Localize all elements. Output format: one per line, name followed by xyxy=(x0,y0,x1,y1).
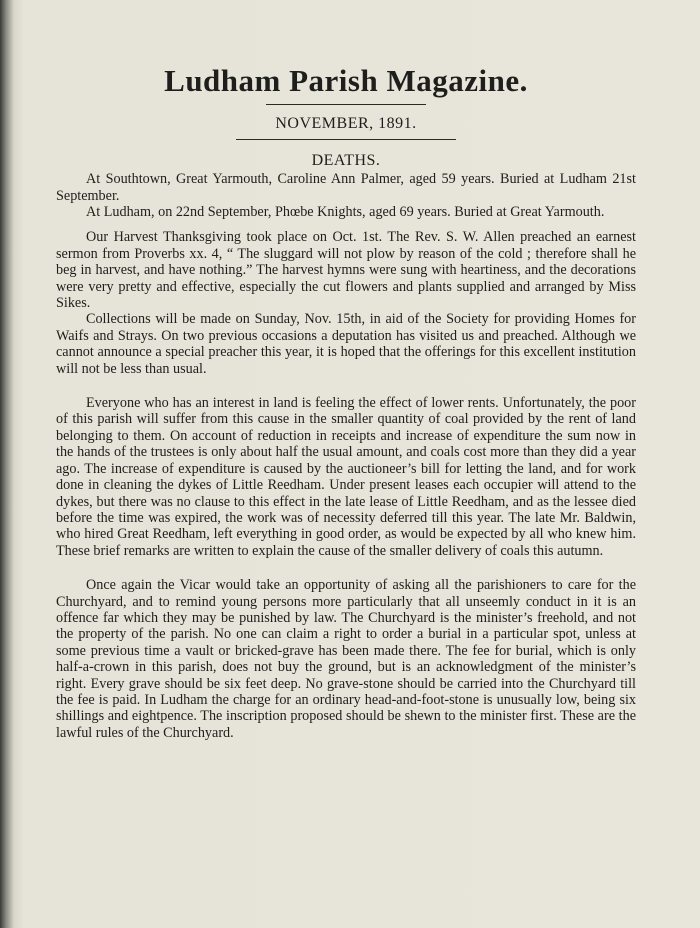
masthead-rule xyxy=(266,104,426,105)
paragraph-churchyard: Once again the Vicar would take an opportunity of asking all the parishioners to care for the Churchyard, and to remind young persons more particularly that all unseemly conduct in it is an offence far which they may be punished by law. The Churchyard is the minister’s freehold, and not the property of the parish. No one can claim a right to order a burial in a particular spot, unless at some previous time a vault or bricked-grave has been made there. The fee for burial, which is only half-a-crown in this parish, does not buy the ground, but is an acknowledgment of the minister’s right. Every grave should be six feet deep. No grave-stone should be carried into the Churchyard till the fee is paid. In Ludham the charge for an ordinary head-and-foot-stone is unusually low, being six shillings and eightpence. The inscription proposed should be shewn to the minister first. These are the lawful rules of the Churchyard. xyxy=(56,577,636,741)
death-entry-1: At Southtown, Great Yarmouth, Caroline Ann Palmer, aged 59 years. Buried at Ludham 21st September. xyxy=(56,171,636,204)
paragraph-land-rents: Everyone who has an interest in land is feeling the effect of lower rents. Unfortunately, the poor of this parish will suffer from this cause in the smaller quantity of coal provided by the rent of land belonging to them. On account of reduction in receipts and increase of expenditure the sum now in the hands of the trustees is only about half the usual amount, and coals cost more than they did a year ago. The increase of expenditure is caused by the auctioneer’s bill for letting the land, and for work done in cleaning the dykes of Little Reedham. Under present leases each occupier will attend to the dykes, but there was no clause to this effect in the late lease of Little Reedham, and as the lessee died before the time was expired, the work was of necessity deferred till this year. The late Mr. Baldwin, who hired Great Reedham, left everything in good order, as would be expected by all who knew him. These brief remarks are written to explain the cause of the smaller delivery of coals this autumn. xyxy=(56,395,636,559)
masthead-title: Ludham Parish Magazine. xyxy=(164,63,528,98)
death-entry-2: At Ludham, on 22nd September, Phœbe Knights, aged 69 years. Buried at Great Yarmouth. xyxy=(86,204,605,220)
issue-date: NOVEMBER, 1891. xyxy=(275,115,417,133)
issue-rule xyxy=(236,139,456,140)
paragraph-harvest-thanksgiving: Our Harvest Thanksgiving took place on Oct. 1st. The Rev. S. W. Allen preached an earnest sermon from Proverbs xx. 4, “ The sluggard will not plow by reason of the cold ; therefore shall he beg in harvest, and have nothing.” The harvest hymns were sung with heartiness, and the decorations were very pretty and effective, especially the cut flowers and plants supplied and arranged by Miss Sikes. xyxy=(56,229,636,312)
paragraph-collections: Collections will be made on Sunday, Nov. 15th, in aid of the Society for providing Homes for Waifs and Strays. On two previous occasions a deputation has visited us and preached. Although we cannot announce a special preacher this year, it is hoped that the offerings for this excellent institution will not be less than usual. xyxy=(56,311,636,377)
deaths-heading: DEATHS. xyxy=(311,152,381,170)
page-content xyxy=(56,56,636,741)
